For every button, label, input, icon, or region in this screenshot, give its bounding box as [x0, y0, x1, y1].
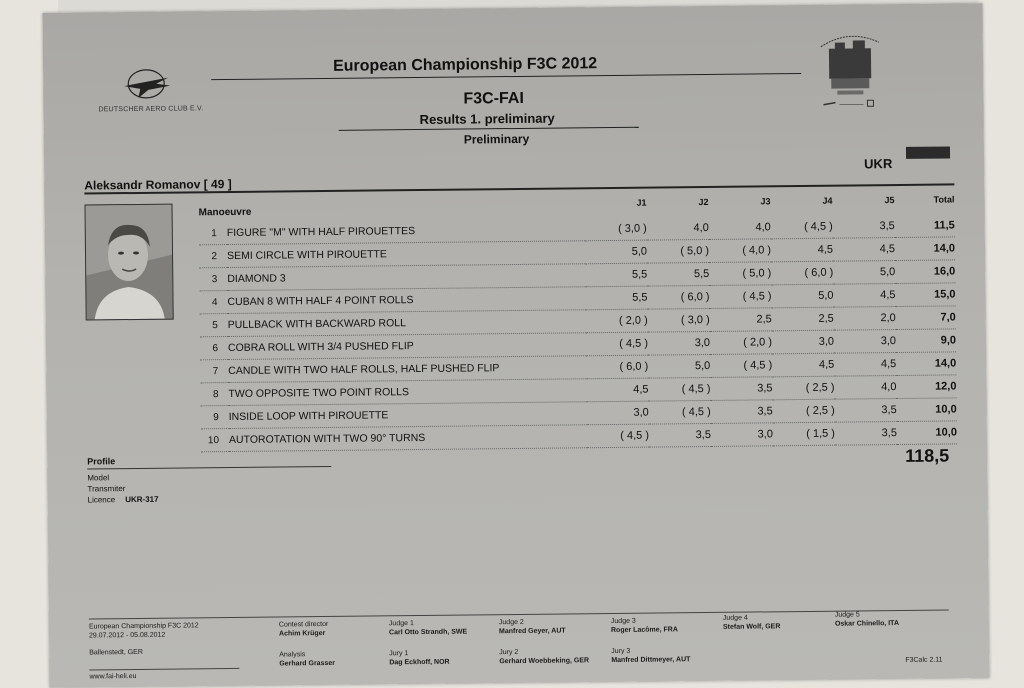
- scores-table: [198, 185, 957, 452]
- profile-details: [87, 472, 158, 506]
- judge-score: 3,5: [835, 399, 897, 423]
- championship-stamp: [813, 28, 888, 113]
- grand-total: 118,5: [905, 445, 950, 466]
- total-header: Total: [933, 193, 955, 205]
- manoeuvre-name: PULLBACK WITH BACKWARD ROLL: [228, 310, 586, 337]
- jury2-name: Gerhard Woebbeking, GER: [499, 657, 590, 666]
- judge-score: 4,5: [833, 284, 895, 308]
- judge-header: J2: [698, 196, 709, 207]
- stamp-emblem-icon: [813, 28, 888, 113]
- judge-score: 5,0: [833, 261, 895, 285]
- judge1-name: Carl Otto Strandh, SWE: [388, 628, 468, 637]
- profile-title: Profile: [87, 456, 116, 467]
- contest-director: Achim Krüger: [278, 630, 326, 638]
- footer-judge5: [835, 610, 899, 629]
- judge-score: ( 4,5 ): [709, 285, 771, 309]
- pilot-name: Aleksandr Romanov: [84, 177, 201, 193]
- judge4-label: Judge 4: [722, 614, 748, 622]
- manoeuvre-number: 7: [200, 360, 228, 383]
- judge-score: ( 4,5 ): [587, 424, 649, 448]
- manoeuvre-name: CUBAN 8 WITH HALF 4 POINT ROLLS: [227, 287, 585, 314]
- judge-score: 4,5: [772, 353, 834, 377]
- manoeuvre-total: 10,0: [897, 421, 957, 445]
- judge-score: 5,0: [585, 240, 647, 264]
- results-title: Results 1. preliminary: [419, 110, 555, 127]
- contest-director-label: Contest director: [278, 620, 329, 629]
- judge-score: 3,5: [710, 377, 772, 401]
- judge-score: 2,5: [772, 307, 834, 331]
- software-version: F3Calc 2.11: [905, 656, 943, 664]
- manoeuvre-name: INSIDE LOOP WITH PIROUETTE: [229, 402, 587, 429]
- judge-score: ( 2,5 ): [773, 399, 835, 423]
- judge-score: 3,0: [711, 423, 773, 447]
- judge-score: 3,5: [833, 215, 895, 238]
- judge2-label: Judge 2: [498, 618, 524, 627]
- judge-score: ( 4,5 ): [586, 332, 648, 356]
- manoeuvre-number: 1: [199, 222, 227, 245]
- jury3-name: Manfred Dittmeyer, AUT: [611, 656, 691, 665]
- judge5-label: Judge 5: [834, 611, 860, 619]
- judge-score: ( 5,0 ): [647, 239, 709, 263]
- manoeuvre-name: CANDLE WITH TWO HALF ROLLS, HALF PUSHED FLIP: [228, 356, 586, 383]
- class-title: F3C-FAI: [463, 89, 524, 108]
- judge-score: 3,5: [711, 400, 773, 424]
- jury1-name: Dag Eckhoff, NOR: [389, 658, 450, 667]
- judge3-label: Judge 3: [610, 617, 636, 626]
- page-title: European Championship F3C 2012: [332, 55, 598, 75]
- judge-score: ( 2,0 ): [710, 331, 772, 355]
- judge-score: ( 1,5 ): [773, 422, 835, 446]
- manoeuvre-total: 7,0: [896, 306, 956, 330]
- manoeuvre-name: AUTOROTATION WITH TWO 90° TURNS: [229, 425, 587, 452]
- manoeuvre-name: DIAMOND 3: [227, 264, 585, 291]
- manoeuvre-number: 3: [199, 268, 227, 291]
- footer-event-name: European Championship F3C 2012: [88, 622, 199, 631]
- judge-score: ( 3,0 ): [648, 308, 710, 332]
- judge-score: ( 2,5 ): [772, 376, 834, 400]
- footer-event-dates: 29.07.2012 - 05.08.2012: [88, 631, 166, 640]
- manoeuvre-number: 8: [200, 383, 228, 406]
- manoeuvre-total: 9,0: [896, 329, 956, 353]
- manoeuvre-total: 12,0: [896, 375, 956, 399]
- analysis-label: Analysis: [279, 651, 306, 659]
- judge-score: ( 3,0 ): [585, 218, 647, 241]
- judge-score: ( 6,0 ): [586, 355, 648, 379]
- judge-score: 4,5: [834, 353, 896, 377]
- judge-header: J4: [822, 195, 833, 206]
- manoeuvre-total: 11,5: [895, 214, 955, 237]
- profile-transmitter-label: Transmiter: [87, 484, 126, 494]
- footer-judge1: [389, 619, 468, 668]
- profile-licence-value: UKR-317: [125, 494, 159, 505]
- manoeuvre-number: 6: [200, 337, 228, 360]
- judge2-name: Manfred Geyer, AUT: [498, 627, 566, 636]
- judge-header: J1: [636, 197, 647, 208]
- judge-score: ( 2,0 ): [586, 309, 648, 333]
- judge-score: 3,0: [587, 401, 649, 425]
- judge1-label: Judge 1: [388, 620, 414, 628]
- manoeuvre-header: Manoeuvre: [198, 206, 252, 219]
- pilot-photo: [84, 204, 173, 321]
- results-divider: [339, 127, 639, 131]
- profile-divider: [87, 466, 331, 470]
- judge-score: 5,0: [648, 354, 710, 378]
- footer-judge2: [499, 617, 589, 666]
- analysis-name: Gerhard Grasser: [279, 659, 336, 668]
- judge-score: 3,0: [772, 330, 834, 354]
- judge4-name: Stefan Wolf, GER: [722, 623, 781, 631]
- judge-score: 3,5: [649, 423, 711, 447]
- manoeuvre-name: SEMI CIRCLE WITH PIROUETTE: [227, 241, 585, 268]
- manoeuvre-total: 10,0: [897, 398, 957, 422]
- judge-score: ( 4,0 ): [709, 239, 771, 263]
- judge-score: ( 4,5 ): [649, 400, 711, 424]
- judge-score: 2,0: [834, 307, 896, 331]
- judge-score: 5,0: [771, 284, 833, 308]
- footer-judge3: [611, 616, 691, 665]
- judge-score: 5,5: [585, 263, 647, 287]
- manoeuvre-total: 15,0: [895, 283, 955, 307]
- manoeuvre-total: 16,0: [895, 260, 955, 284]
- footer-event: [89, 621, 240, 682]
- judge-score: 3,5: [835, 422, 897, 446]
- judge-score: 2,5: [710, 308, 772, 332]
- judge5-name: Oskar Chinello, ITA: [834, 620, 900, 628]
- judge-score: ( 5,0 ): [709, 262, 771, 286]
- pilot-country: UKR: [864, 156, 893, 172]
- judge-score: ( 6,0 ): [771, 261, 833, 285]
- judge-score: 3,0: [648, 331, 710, 355]
- judge-header: J5: [884, 194, 895, 205]
- judge3-name: Roger Lacôme, FRA: [610, 626, 678, 635]
- judge-score: 4,5: [833, 238, 895, 262]
- manoeuvre-number: 9: [201, 406, 229, 429]
- profile-licence: [88, 494, 159, 506]
- judge-score: 5,5: [585, 286, 647, 310]
- manoeuvre-total: 14,0: [896, 352, 956, 376]
- judge-score: 4,0: [647, 217, 709, 240]
- results-sheet: [42, 3, 989, 688]
- pilot-heading: [84, 177, 232, 193]
- country-flag: [906, 146, 950, 158]
- manoeuvre-number: 5: [200, 314, 228, 337]
- aero-club-logo: [98, 67, 218, 113]
- judge-score: 4,5: [586, 378, 648, 402]
- manoeuvre-total: 14,0: [895, 237, 955, 261]
- judge-score: ( 4,5 ): [710, 354, 772, 378]
- jury1-label: Jury 1: [389, 650, 409, 658]
- footer-website: www.fai-heli.eu: [89, 668, 239, 682]
- club-name: DEUTSCHER AERO CLUB E.V.: [98, 105, 204, 114]
- manoeuvre-number: 10: [201, 429, 229, 452]
- footer-officials: [279, 620, 335, 669]
- manoeuvre-name: FIGURE "M" WITH HALF PIROUETTES: [227, 218, 585, 244]
- profile-model-label: Model: [87, 473, 110, 483]
- judge-score: 4,0: [834, 376, 896, 400]
- manoeuvre-number: 2: [199, 245, 227, 268]
- profile-licence-label: Licence: [87, 495, 116, 505]
- judge-score: 4,5: [771, 238, 833, 262]
- manoeuvre-number: 4: [199, 291, 227, 314]
- judge-score: 3,0: [834, 330, 896, 354]
- footer-location: Ballenstedt, GER: [89, 648, 143, 657]
- jury2-label: Jury 2: [499, 648, 519, 657]
- manoeuvre-name: TWO OPPOSITE TWO POINT ROLLS: [228, 379, 586, 406]
- round-title: Preliminary: [463, 131, 530, 147]
- eagle-logo-icon: [118, 68, 178, 103]
- judge-score: 4,0: [709, 216, 771, 239]
- pilot-number: [ 49 ]: [203, 176, 232, 192]
- manoeuvre-name: COBRA ROLL WITH 3/4 PUSHED FLIP: [228, 333, 586, 360]
- judge-score: ( 4,5 ): [648, 377, 710, 401]
- judge-header: J3: [760, 195, 771, 206]
- judge-score: ( 6,0 ): [647, 285, 709, 309]
- footer-judge4: [723, 613, 781, 632]
- judge-score: 5,5: [647, 262, 709, 286]
- pilot-portrait-icon: [86, 205, 173, 320]
- jury3-label: Jury 3: [611, 647, 631, 656]
- judge-score: ( 4,5 ): [771, 216, 833, 239]
